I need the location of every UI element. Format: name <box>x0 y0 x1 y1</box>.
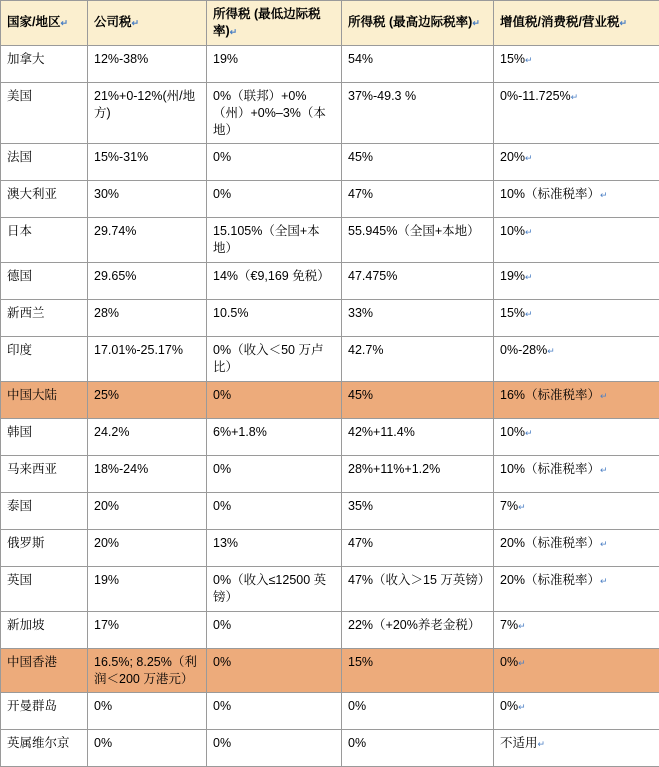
cell-value: 16%（标准税率） <box>500 388 600 402</box>
table-body <box>1 45 659 767</box>
cell-value: 0% <box>348 736 366 750</box>
cell-vat <box>494 566 659 611</box>
cell-value: 0% <box>94 699 112 713</box>
cell-value: 0% <box>94 736 112 750</box>
cell-vat <box>494 492 659 529</box>
cell-income-tax-max <box>342 566 494 611</box>
cell-corporate-tax <box>88 337 207 382</box>
cell-value: 21%+0-12%(州/地方) <box>94 89 195 120</box>
cell-country <box>1 144 88 181</box>
paragraph-mark-icon: ↵ <box>518 658 526 668</box>
cell-corporate-tax <box>88 381 207 418</box>
cell-income-tax-max <box>342 648 494 693</box>
cell-value: 22%（+20%养老金税） <box>348 618 480 632</box>
cell-value: 新西兰 <box>7 306 45 320</box>
cell-value: 新加坡 <box>7 618 45 632</box>
cell-corporate-tax <box>88 181 207 218</box>
cell-income-tax-min <box>207 300 342 337</box>
cell-value: 18%-24% <box>94 462 148 476</box>
cell-value: 47% <box>348 187 373 201</box>
cell-value: 12%-38% <box>94 52 148 66</box>
cell-income-tax-max <box>342 693 494 730</box>
cell-income-tax-max <box>342 455 494 492</box>
paragraph-mark-icon: ↵ <box>571 92 579 102</box>
cell-corporate-tax <box>88 144 207 181</box>
column-header-income-tax-max <box>342 1 494 46</box>
cell-country <box>1 300 88 337</box>
cell-value: 45% <box>348 388 373 402</box>
table-row <box>1 144 659 181</box>
cell-corporate-tax <box>88 529 207 566</box>
table-row <box>1 730 659 767</box>
cell-value: 美国 <box>7 89 32 103</box>
cell-value: 加拿大 <box>7 52 45 66</box>
cell-country <box>1 529 88 566</box>
cell-vat <box>494 263 659 300</box>
cell-value: 英属维尔京 <box>7 736 70 750</box>
paragraph-mark-icon: ↵ <box>525 428 533 438</box>
cell-value: 19% <box>500 269 525 283</box>
table-row <box>1 263 659 300</box>
cell-income-tax-max <box>342 381 494 418</box>
paragraph-mark-icon: ↵ <box>230 27 238 37</box>
cell-value: 德国 <box>7 269 32 283</box>
cell-value: 25% <box>94 388 119 402</box>
cell-income-tax-min <box>207 218 342 263</box>
header-label: 增值税/消费税/营业税 <box>500 15 619 29</box>
cell-value: 0% <box>213 388 231 402</box>
cell-value: 中国大陆 <box>7 388 57 402</box>
cell-corporate-tax <box>88 693 207 730</box>
cell-corporate-tax <box>88 455 207 492</box>
cell-value: 42%+11.4% <box>348 425 415 439</box>
cell-value: 0% <box>500 699 518 713</box>
cell-country <box>1 693 88 730</box>
cell-income-tax-max <box>342 45 494 82</box>
cell-value: 7% <box>500 499 518 513</box>
cell-corporate-tax <box>88 418 207 455</box>
header-label: 公司税 <box>94 15 132 29</box>
header-row <box>1 1 659 46</box>
cell-value: 印度 <box>7 343 32 357</box>
cell-vat <box>494 144 659 181</box>
table-row <box>1 45 659 82</box>
cell-corporate-tax <box>88 648 207 693</box>
cell-income-tax-min <box>207 45 342 82</box>
paragraph-mark-icon: ↵ <box>525 55 533 65</box>
cell-value: 7% <box>500 618 518 632</box>
cell-corporate-tax <box>88 82 207 144</box>
column-header-corporate-tax <box>88 1 207 46</box>
table-row <box>1 492 659 529</box>
column-header-income-tax-min <box>207 1 342 46</box>
cell-value: 0%-28% <box>500 343 547 357</box>
table-row <box>1 611 659 648</box>
cell-vat <box>494 730 659 767</box>
cell-value: 日本 <box>7 224 32 238</box>
cell-country <box>1 82 88 144</box>
cell-income-tax-max <box>342 730 494 767</box>
cell-value: 英国 <box>7 573 32 587</box>
table-row <box>1 566 659 611</box>
cell-country <box>1 45 88 82</box>
cell-income-tax-min <box>207 492 342 529</box>
cell-value: 15% <box>500 52 525 66</box>
cell-vat <box>494 181 659 218</box>
cell-value: 0% <box>213 150 231 164</box>
paragraph-mark-icon: ↵ <box>547 346 555 356</box>
cell-value: 0% <box>348 699 366 713</box>
cell-income-tax-min <box>207 648 342 693</box>
cell-vat <box>494 82 659 144</box>
cell-income-tax-max <box>342 218 494 263</box>
paragraph-mark-icon: ↵ <box>518 502 526 512</box>
cell-value: 47.475% <box>348 269 397 283</box>
paragraph-mark-icon: ↵ <box>538 739 546 749</box>
cell-value: 33% <box>348 306 373 320</box>
table-row <box>1 693 659 730</box>
cell-vat <box>494 45 659 82</box>
cell-value: 29.74% <box>94 224 136 238</box>
cell-income-tax-min <box>207 566 342 611</box>
cell-income-tax-min <box>207 693 342 730</box>
table-row <box>1 381 659 418</box>
cell-income-tax-min <box>207 418 342 455</box>
cell-income-tax-min <box>207 82 342 144</box>
cell-value: 35% <box>348 499 373 513</box>
paragraph-mark-icon: ↵ <box>525 227 533 237</box>
cell-country <box>1 648 88 693</box>
cell-vat <box>494 611 659 648</box>
cell-value: 俄罗斯 <box>7 536 45 550</box>
cell-value: 澳大利亚 <box>7 187 57 201</box>
cell-value: 韩国 <box>7 425 32 439</box>
cell-value: 0%-11.725% <box>500 89 571 103</box>
cell-income-tax-min <box>207 337 342 382</box>
cell-value: 15.105%（全国+本地） <box>213 224 320 255</box>
table-row <box>1 455 659 492</box>
cell-value: 30% <box>94 187 119 201</box>
paragraph-mark-icon: ↵ <box>518 621 526 631</box>
cell-value: 20% <box>94 499 119 513</box>
cell-value: 20%（标准税率） <box>500 573 600 587</box>
cell-country <box>1 455 88 492</box>
cell-income-tax-max <box>342 611 494 648</box>
cell-value: 0% <box>213 462 231 476</box>
table-row <box>1 300 659 337</box>
header-label: 所得税 (最高边际税率) <box>348 15 472 29</box>
paragraph-mark-icon: ↵ <box>518 702 526 712</box>
cell-income-tax-min <box>207 181 342 218</box>
cell-country <box>1 218 88 263</box>
cell-value: 0% <box>213 187 231 201</box>
cell-corporate-tax <box>88 300 207 337</box>
cell-income-tax-min <box>207 529 342 566</box>
cell-value: 15%-31% <box>94 150 148 164</box>
cell-value: 24.2% <box>94 425 129 439</box>
cell-income-tax-max <box>342 181 494 218</box>
cell-value: 0% <box>213 499 231 513</box>
paragraph-mark-icon: ↵ <box>132 18 140 28</box>
cell-corporate-tax <box>88 218 207 263</box>
cell-value: 55.945%（全国+本地） <box>348 224 480 238</box>
cell-value: 0%（收入＜50 万卢比） <box>213 343 323 374</box>
cell-value: 10% <box>500 425 525 439</box>
paragraph-mark-icon: ↵ <box>472 18 480 28</box>
cell-value: 0%（联邦）+0%（州）+0%–3%（本地） <box>213 89 326 137</box>
cell-value: 10% <box>500 224 525 238</box>
cell-income-tax-max <box>342 263 494 300</box>
paragraph-mark-icon: ↵ <box>525 309 533 319</box>
column-header-country <box>1 1 88 46</box>
table-row <box>1 337 659 382</box>
cell-value: 中国香港 <box>7 655 57 669</box>
cell-income-tax-max <box>342 300 494 337</box>
header-label: 所得税 (最低边际税率) <box>213 7 321 38</box>
cell-vat <box>494 218 659 263</box>
cell-value: 泰国 <box>7 499 32 513</box>
cell-value: 法国 <box>7 150 32 164</box>
table-row <box>1 529 659 566</box>
cell-value: 10.5% <box>213 306 248 320</box>
cell-vat <box>494 300 659 337</box>
cell-value: 17% <box>94 618 119 632</box>
cell-corporate-tax <box>88 611 207 648</box>
cell-value: 15% <box>500 306 525 320</box>
paragraph-mark-icon: ↵ <box>525 272 533 282</box>
cell-corporate-tax <box>88 263 207 300</box>
cell-country <box>1 566 88 611</box>
cell-value: 10%（标准税率） <box>500 462 600 476</box>
cell-value: 不适用 <box>500 736 538 750</box>
cell-income-tax-max <box>342 529 494 566</box>
cell-value: 45% <box>348 150 373 164</box>
cell-vat <box>494 381 659 418</box>
cell-value: 19% <box>94 573 119 587</box>
cell-income-tax-min <box>207 455 342 492</box>
cell-vat <box>494 529 659 566</box>
cell-value: 15% <box>348 655 373 669</box>
cell-value: 47%（收入＞15 万英镑） <box>348 573 490 587</box>
table-header <box>1 1 659 46</box>
cell-income-tax-min <box>207 263 342 300</box>
cell-country <box>1 263 88 300</box>
cell-country <box>1 381 88 418</box>
header-label: 国家/地区 <box>7 15 60 29</box>
cell-value: 马来西亚 <box>7 462 57 476</box>
cell-country <box>1 730 88 767</box>
cell-income-tax-max <box>342 492 494 529</box>
cell-value: 14%（€9,169 免税） <box>213 269 330 283</box>
table-row <box>1 181 659 218</box>
cell-corporate-tax <box>88 566 207 611</box>
paragraph-mark-icon: ↵ <box>525 153 533 163</box>
column-header-vat <box>494 1 659 46</box>
cell-value: 20%（标准税率） <box>500 536 600 550</box>
cell-corporate-tax <box>88 492 207 529</box>
table-row <box>1 82 659 144</box>
cell-value: 0%（收入≤12500 英镑） <box>213 573 326 604</box>
cell-value: 47% <box>348 536 373 550</box>
cell-income-tax-max <box>342 82 494 144</box>
cell-income-tax-min <box>207 730 342 767</box>
cell-value: 6%+1.8% <box>213 425 267 439</box>
cell-country <box>1 418 88 455</box>
cell-income-tax-max <box>342 337 494 382</box>
table-row <box>1 648 659 693</box>
cell-country <box>1 492 88 529</box>
cell-value: 13% <box>213 536 238 550</box>
cell-vat <box>494 648 659 693</box>
cell-country <box>1 181 88 218</box>
cell-income-tax-max <box>342 418 494 455</box>
cell-vat <box>494 418 659 455</box>
cell-value: 20% <box>500 150 525 164</box>
cell-value: 17.01%-25.17% <box>94 343 183 357</box>
paragraph-mark-icon: ↵ <box>600 539 608 549</box>
cell-corporate-tax <box>88 730 207 767</box>
cell-income-tax-min <box>207 611 342 648</box>
cell-country <box>1 337 88 382</box>
paragraph-mark-icon: ↵ <box>619 18 627 28</box>
cell-value: 0% <box>213 736 231 750</box>
cell-value: 28%+11%+1.2% <box>348 462 440 476</box>
cell-value: 0% <box>500 655 518 669</box>
cell-value: 10%（标准税率） <box>500 187 600 201</box>
cell-vat <box>494 455 659 492</box>
paragraph-mark-icon: ↵ <box>600 190 608 200</box>
cell-value: 20% <box>94 536 119 550</box>
cell-value: 0% <box>213 618 231 632</box>
paragraph-mark-icon: ↵ <box>600 576 608 586</box>
cell-value: 54% <box>348 52 373 66</box>
paragraph-mark-icon: ↵ <box>60 18 68 28</box>
cell-corporate-tax <box>88 45 207 82</box>
paragraph-mark-icon: ↵ <box>600 391 608 401</box>
cell-income-tax-min <box>207 381 342 418</box>
cell-country <box>1 611 88 648</box>
cell-value: 16.5%; 8.25%（利润＜200 万港元） <box>94 655 197 686</box>
paragraph-mark-icon: ↵ <box>600 465 608 475</box>
cell-value: 42.7% <box>348 343 383 357</box>
cell-value: 29.65% <box>94 269 136 283</box>
cell-vat <box>494 693 659 730</box>
cell-income-tax-min <box>207 144 342 181</box>
cell-value: 37%-49.3 % <box>348 89 416 103</box>
cell-income-tax-max <box>342 144 494 181</box>
cell-value: 开曼群岛 <box>7 699 57 713</box>
cell-value: 0% <box>213 699 231 713</box>
cell-value: 19% <box>213 52 238 66</box>
table-row <box>1 218 659 263</box>
cell-value: 28% <box>94 306 119 320</box>
cell-value: 0% <box>213 655 231 669</box>
table-row <box>1 418 659 455</box>
cell-vat <box>494 337 659 382</box>
